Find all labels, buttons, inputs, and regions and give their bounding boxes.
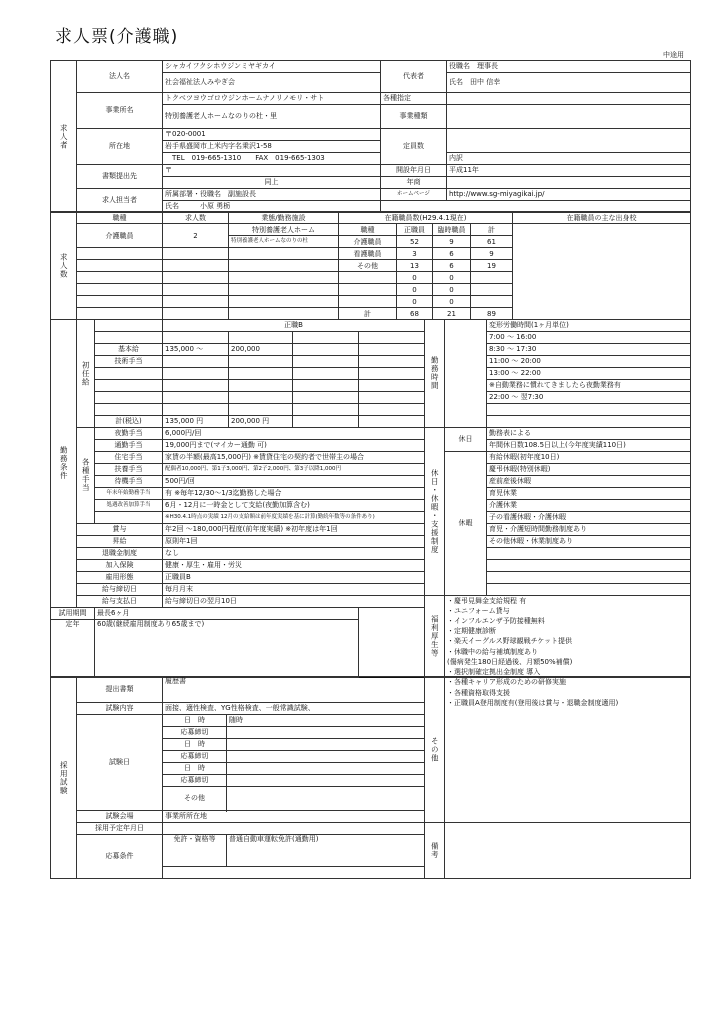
date-row-label: 日 時 — [163, 739, 227, 751]
staff-cell: 9 — [433, 236, 471, 248]
blank — [359, 355, 425, 367]
blank — [163, 296, 229, 308]
holiday-leave-label: 休暇 — [445, 451, 487, 595]
blank — [229, 260, 339, 272]
blank — [77, 296, 163, 308]
allowance-name: 年末年始勤務手当 — [95, 487, 163, 499]
starting-pay-label: 初任給 — [77, 319, 95, 427]
venue-value: 事業所所在地 — [163, 811, 425, 823]
blank — [293, 331, 359, 343]
other-item: ・正職員A登用制度有(登用後は賞与・退職金制度適用) — [447, 699, 619, 708]
staff-total-label: 計 — [339, 308, 397, 320]
submit-same: 同上 — [163, 177, 381, 189]
license-label: 免許・資格等 — [163, 835, 227, 867]
era-value — [447, 177, 691, 189]
blank — [487, 547, 691, 559]
allowance-value: 有 ※毎年12/30～1/3迄勤務した場合 — [163, 487, 425, 499]
blank — [487, 571, 691, 583]
blank — [95, 319, 163, 331]
retire-pay-label: 退職金制度 — [77, 547, 163, 559]
staff-head-1: 正職員 — [397, 224, 433, 236]
other-item: ・各種資格取得支援 — [447, 688, 510, 697]
rep-name: 氏名 田中 信幸 — [447, 73, 691, 93]
docs-value: 履歴書 — [163, 677, 425, 703]
blank — [359, 331, 425, 343]
blank — [163, 260, 229, 272]
blank — [229, 391, 293, 403]
date-row-label: 日 時 — [163, 763, 227, 775]
employer-section-label: 求人者 — [51, 61, 77, 213]
staff-total: 21 — [433, 308, 471, 320]
staff-cell: 0 — [397, 284, 433, 296]
staff-cell: 9 — [471, 248, 513, 260]
welfare-item: ・慶弔見舞金支給規程 有 — [447, 596, 527, 605]
blank — [339, 296, 397, 308]
hours-row: ※自動業務に慣れてきましたら夜勤業務有 — [487, 379, 691, 391]
openings-section-label: 求人数 — [51, 212, 77, 320]
blank — [163, 272, 229, 284]
job-count: 2 — [163, 224, 229, 248]
blank — [163, 403, 229, 415]
holiday-leave: 産前産後休暇 — [487, 475, 691, 487]
job-name: 介護職員 — [77, 224, 163, 248]
blank — [77, 272, 163, 284]
holiday-leave: 育児休業 — [487, 487, 691, 499]
other-list — [445, 677, 691, 823]
staff-total: 89 — [471, 308, 513, 320]
retire-value: 60歳(継続雇用制度あり65歳まで) — [95, 619, 359, 677]
blank — [77, 248, 163, 260]
contact-dept: 所属部署・役職名 副施設長 — [163, 189, 381, 201]
holiday-day: 年間休日数108.5日以上(今年度実績110日) — [487, 439, 691, 451]
allowance-value: 500円/回 — [163, 475, 425, 487]
blank — [227, 787, 425, 811]
employment-label: 雇用形態 — [77, 571, 163, 583]
raise-value: 原則年1回 — [163, 535, 425, 547]
allowance-footnote: ※H30.4.1時点の実績 12月の支給額は前年度実績を基に計算(勤続年数等の条件あり) — [163, 511, 425, 523]
blank — [229, 272, 339, 284]
raise-label: 昇給 — [77, 535, 163, 547]
conditions-table — [50, 319, 691, 678]
bonus-label: 賞与 — [77, 523, 163, 535]
blank — [293, 403, 359, 415]
postal: 〒020-0001 — [163, 129, 381, 141]
welfare-label: 福利厚生等 — [425, 595, 445, 677]
business-type-label: 事業種類 — [381, 105, 447, 129]
hours-row: 22:00 ～ 翌7:30 — [487, 391, 691, 403]
req-label: 応募条件 — [77, 835, 163, 879]
staff-cell: 0 — [433, 284, 471, 296]
blank — [359, 343, 425, 355]
staff-cell: 19 — [471, 260, 513, 272]
blank — [227, 763, 425, 775]
blank — [487, 415, 691, 427]
blank — [229, 379, 293, 391]
blank — [77, 260, 163, 272]
blank — [163, 355, 229, 367]
total-to: 200,000 円 — [229, 415, 293, 427]
blank — [293, 415, 359, 427]
staff-head-2: 臨時職員 — [433, 224, 471, 236]
staff-cell: 61 — [471, 236, 513, 248]
insurance-value: 健康・厚生・雇用・労災 — [163, 559, 425, 571]
blank — [293, 343, 359, 355]
origin-school-value — [513, 224, 691, 320]
blank — [229, 296, 339, 308]
insurance-label: 加入保険 — [77, 559, 163, 571]
welfare-item: (傷病発生180日経過後、月額50%補償) — [447, 657, 573, 666]
homepage-link[interactable]: http://www.sg-miyagikai.jp/ — [447, 189, 691, 201]
welfare-item: ・休職中の給与補填制度あり — [447, 647, 538, 656]
staff-row: 看護職員 — [339, 248, 397, 260]
blank — [445, 823, 691, 879]
date-row-label: 応募締切 — [163, 775, 227, 787]
blank — [163, 248, 229, 260]
staff-total: 68 — [397, 308, 433, 320]
employ-type: 正職B — [163, 319, 425, 331]
blank — [163, 867, 425, 879]
other-item: ・各種キャリア形成のための研修実施 — [447, 678, 566, 687]
hours-row: 11:00 ～ 20:00 — [487, 355, 691, 367]
blank — [339, 284, 397, 296]
blank — [229, 331, 293, 343]
corp-label: 法人名 — [77, 61, 163, 93]
designation-value — [447, 93, 691, 105]
staff-cell: 3 — [397, 248, 433, 260]
base-from: 135,000 ～ — [163, 343, 229, 355]
blank — [487, 559, 691, 571]
staff-cell: 0 — [433, 296, 471, 308]
submit-postal: 〒 — [163, 165, 381, 177]
blank — [229, 248, 339, 260]
blank — [95, 511, 163, 523]
cutoff-label: 給与締切日 — [77, 583, 163, 595]
allowance-value: 家賃の半額(最高15,000円) ※賃貸住宅の契約者で世帯主の場合 — [163, 451, 425, 463]
allowance-value: 19,000円まで(マイカー通勤 可) — [163, 439, 425, 451]
blank — [95, 403, 163, 415]
blank — [163, 284, 229, 296]
staff-cell: 0 — [433, 272, 471, 284]
remarks-label: 備考 — [425, 823, 445, 879]
capacity-label: 定員数 — [381, 129, 447, 165]
facility-name: 特別養護老人ホームなのりの杜 — [229, 236, 339, 248]
address-label: 所在地 — [77, 129, 163, 165]
welfare-item: ・定期健康診断 — [447, 627, 496, 636]
employment-value: 正職員B — [163, 571, 425, 583]
other-date-label: その他 — [163, 787, 227, 811]
staff-cell: 52 — [397, 236, 433, 248]
blank — [95, 331, 163, 343]
date-label: 試験日 — [77, 715, 163, 811]
holiday-label: 休日・休暇・支援制度 — [425, 427, 445, 595]
designation-label: 各種指定 — [381, 93, 447, 105]
openings-table — [50, 211, 691, 320]
staff-cell: 0 — [397, 272, 433, 284]
blank — [487, 403, 691, 415]
blank — [229, 355, 293, 367]
allowance-name: 処遇改善加算手当 — [95, 499, 163, 511]
hours-row: 7:00 ～ 16:00 — [487, 331, 691, 343]
col-job: 職種 — [77, 212, 163, 224]
retire-label: 定年 — [51, 619, 95, 677]
blank — [359, 415, 425, 427]
welfare-item: ・インフルエンザ予防接種無料 — [447, 617, 545, 626]
welfare-item: ・ユニフォーム貸与 — [447, 606, 510, 615]
selection-section-label: 採用試験 — [51, 677, 77, 879]
trial-label: 試用期間 — [51, 607, 95, 619]
tel-fax: TEL 019-665-1310 FAX 019-665-1303 — [163, 153, 381, 165]
col-count: 求人数 — [163, 212, 229, 224]
holiday-leave: その他休暇・休業制度あり — [487, 535, 691, 547]
blank — [359, 391, 425, 403]
office-kana: トクベツヨウゴロウジンホームナノリノモリ・サト — [163, 93, 381, 105]
staff-head-3: 計 — [471, 224, 513, 236]
col-origin: 在籍職員の主な出身校 — [513, 212, 691, 224]
blank — [163, 331, 229, 343]
opened-label: 開設年月日 — [381, 165, 447, 177]
blank — [77, 284, 163, 296]
total-label: 計(税込) — [95, 415, 163, 427]
blank — [293, 355, 359, 367]
hours-row: 13:00 ～ 22:00 — [487, 367, 691, 379]
allowance-value: 6月・12月に一時金として支給(夜勤加算含む) — [163, 499, 425, 511]
base-label: 基本給 — [95, 343, 163, 355]
docs-label: 提出書類 — [77, 677, 163, 703]
venue-label: 試験会場 — [77, 811, 163, 823]
bonus-value: 年2回 ～180,000円程度(前年度実績) ※初年度は年1回 — [163, 523, 425, 535]
blank — [227, 739, 425, 751]
blank — [339, 272, 397, 284]
blank — [359, 403, 425, 415]
allowance-label: 各種手当 — [77, 427, 95, 523]
job-offer-form — [50, 60, 690, 879]
staff-row: その他 — [339, 260, 397, 272]
facility-type: 特別養護老人ホーム — [229, 224, 339, 236]
blank — [229, 367, 293, 379]
blank — [293, 391, 359, 403]
capacity-value — [447, 129, 691, 153]
blank — [229, 284, 339, 296]
staff-row: 介護職員 — [339, 236, 397, 248]
blank — [95, 379, 163, 391]
start-label: 採用予定年月日 — [77, 823, 163, 835]
contact-label: 求人担当者 — [77, 189, 163, 213]
blank — [229, 403, 293, 415]
welfare-item: ・楽天イーグルス野球観戦チケット提供 — [447, 637, 572, 646]
capacity-breakdown: 内訳 — [447, 153, 691, 165]
holiday-leave: 有給休暇(初年度10日) — [487, 451, 691, 463]
tech-label: 技術手当 — [95, 355, 163, 367]
holiday-leave: 育児・介護短時間勤務制度あり — [487, 523, 691, 535]
contact-name: 氏名 小原 勇栃 — [163, 201, 381, 213]
staff-cell: 0 — [397, 296, 433, 308]
blank — [95, 367, 163, 379]
blank — [163, 391, 229, 403]
blank — [163, 379, 229, 391]
blank — [359, 379, 425, 391]
blank — [163, 367, 229, 379]
cutoff-value: 毎月月末 — [163, 583, 425, 595]
date-row-value: 随時 — [227, 715, 425, 727]
opened-value: 平成11年 — [447, 165, 691, 177]
payday-value: 給与締切日の翌月10日 — [163, 595, 425, 607]
license-value: 普通自動車運転免許(通勤用) — [227, 835, 425, 867]
welfare-item: ・選択制確定拠出金制度 導入 — [447, 667, 541, 676]
other-section-label: その他 — [425, 677, 445, 823]
selection-table — [50, 676, 691, 879]
blank — [227, 727, 425, 739]
date-row-label: 日 時 — [163, 715, 227, 727]
allowance-value: 6,000円/回 — [163, 427, 425, 439]
blank — [163, 823, 425, 835]
blank — [293, 367, 359, 379]
staff-cell: 13 — [397, 260, 433, 272]
office-label: 事業所名 — [77, 93, 163, 129]
blank — [95, 391, 163, 403]
exam-label: 試験内容 — [77, 703, 163, 715]
corp-name: 社会福祉法人みやぎ会 — [163, 73, 381, 93]
col-staff: 在籍職員数(H29.4.1現在) — [339, 212, 513, 224]
col-type: 業態/勤務施設 — [229, 212, 339, 224]
blank — [487, 583, 691, 595]
page-title: 求人票(介護職) — [55, 27, 179, 47]
blank — [293, 379, 359, 391]
staff-cell: 6 — [433, 260, 471, 272]
total-from: 135,000 円 — [163, 415, 229, 427]
blank — [227, 751, 425, 763]
allowance-value: 配偶者10,000円、第1子3,000円、第2子2,000円、第3子以降1,000円 — [163, 463, 425, 475]
submit-label: 書類提出先 — [77, 165, 163, 189]
blank — [471, 284, 513, 296]
blank — [359, 367, 425, 379]
allowance-name: 扶養手当 — [95, 463, 163, 475]
blank — [471, 272, 513, 284]
allowance-name: 住宅手当 — [95, 451, 163, 463]
corp-kana: シャカイフクシホウジンミヤギカイ — [163, 61, 381, 73]
hours-row: 8:30 ～ 17:30 — [487, 343, 691, 355]
retire-pay-value: なし — [163, 547, 425, 559]
allowance-name: 夜勤手当 — [95, 427, 163, 439]
holiday-day: 勤務表による — [487, 427, 691, 439]
blank — [445, 319, 487, 427]
welfare-list — [445, 595, 691, 677]
exam-value: 面接、適性検査、YG性格検査、一般常識試験、 — [163, 703, 425, 715]
blank — [227, 775, 425, 787]
blank — [471, 296, 513, 308]
rep-title: 役職名 理事長 — [447, 61, 691, 73]
date-row-label: 応募締切 — [163, 751, 227, 763]
staff-head-0: 職種 — [339, 224, 397, 236]
allowance-name: 待機手当 — [95, 475, 163, 487]
employer-table — [50, 60, 691, 213]
hours-row: 変形労働時間(1ヶ月単位) — [487, 319, 691, 331]
hours-label: 勤務時間 — [425, 319, 445, 427]
form-type-note: 中途用 — [663, 51, 684, 59]
base-to: 200,000 — [229, 343, 293, 355]
conditions-section-label: 勤務条件 — [51, 319, 77, 607]
date-row-label: 応募締切 — [163, 727, 227, 739]
era-label: 年商 — [381, 177, 447, 189]
holiday-day-label: 休日 — [445, 427, 487, 451]
office-name: 特別養護老人ホームなのりの杜・里 — [163, 105, 381, 129]
trial-value: 最長6ヶ月 — [95, 607, 359, 619]
staff-cell: 6 — [433, 248, 471, 260]
business-type-value — [447, 105, 691, 129]
address: 岩手県盛岡市上米内字名乗沢1-58 — [163, 141, 381, 153]
holiday-leave: 介護休業 — [487, 499, 691, 511]
homepage-label: ホームページ — [381, 189, 447, 201]
holiday-leave: 慶弔休暇(特別休暇) — [487, 463, 691, 475]
holiday-leave: 子の看護休暇・介護休暇 — [487, 511, 691, 523]
payday-label: 給与支払日 — [77, 595, 163, 607]
rep-label: 代表者 — [381, 61, 447, 93]
allowance-name: 通勤手当 — [95, 439, 163, 451]
